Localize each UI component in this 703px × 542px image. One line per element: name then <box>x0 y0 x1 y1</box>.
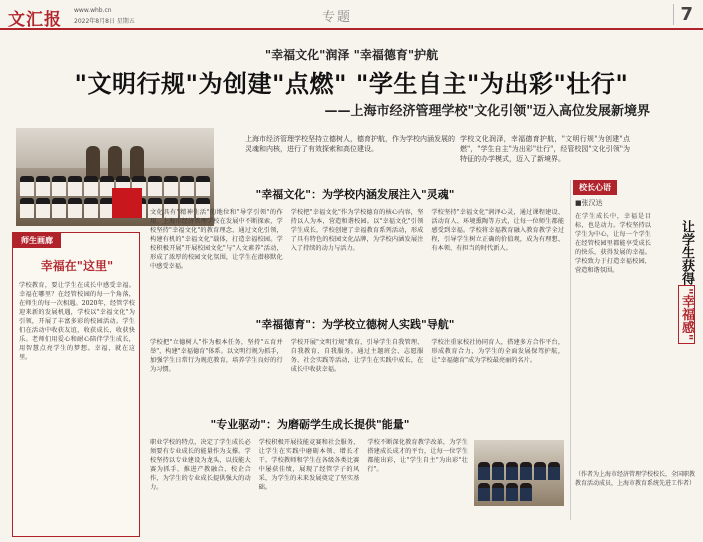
gallery-sidebar <box>12 232 140 537</box>
principal-tag: 校长心语 <box>573 180 617 195</box>
section-body-3 <box>150 438 468 534</box>
gallery-title: 幸福在"这里" <box>40 259 114 273</box>
intro-paragraph-2: 学校文化润泽，幸福德育护航，"文明行规"为创建"点燃"，"学生自主"为出彩"壮行"，经管校园"文化引领"为特征的办学模式，迈入了新境界。 <box>460 135 630 163</box>
section-3-column: 职业学校的特点，决定了学生成长必须要有专业成长的能量作为支撑。学校坚持以专业建设为龙头，以技能大赛为抓手，推进产教融合、校企合作，为学生的专业成长提供强大的动力。 <box>150 439 251 491</box>
principal-column <box>570 180 698 520</box>
newspaper-url: www.whb.cn <box>74 7 112 14</box>
principal-text: 在学生成长中，幸福是目标，也是动力。学校坚持以学生为中心，让每一个学生在经管校园里都能享受成长的快乐，获得发展的幸福。学校致力于打造幸福校园，营造和谐氛围。 <box>575 213 651 274</box>
principal-title-text: 让学生获得 <box>679 220 694 285</box>
section-label: 专题 <box>322 10 353 25</box>
section-3-column: 学校积极开展技能竞赛和社会服务，让学生在实践中磨砺本领、增长才干。学校教师和学生在各级各类比赛中屡获佳绩，展现了经管学子的风采，为学生的未来发展奠定了坚实基础。 <box>258 439 360 491</box>
article-subhead: ——上海市经济管理学校"文化引领"迈入高位发展新境界 <box>324 104 650 119</box>
author-byline: ■张汉达 <box>575 199 603 207</box>
gallery-text: 学校教育，要让学生在成长中感受幸福。幸福在哪里？在经管校园的每一个角落，在师生的每一次相遇。2020年，经管学校迎来新的发展机遇，学校以"幸福文化"为引领，开展了丰富多彩的校园活动。学生们在活动中收获友谊，收获成长，收获快乐。老师们用爱心和耐心陪伴学生成长，用智慧点亮学生的梦想。幸福，就在这里。 <box>19 282 135 361</box>
section-1-column: 学校把"幸福文化"作为学校德育的核心内容，坚持以人为本，营造和谐校园。以"幸福文化"引领学生成长，学校创建了幸福教育系列活动，形成了具有特色的校园文化品牌，为学校内涵发展注入了持续的动力与活力。 <box>290 209 424 252</box>
principal-title <box>655 220 695 344</box>
section-heading-1: "幸福文化"：为学校内涵发展注入"灵魂" <box>255 188 455 201</box>
section-2-column: 学校注重家校社协同育人，搭建多方合作平台，形成教育合力，为学生的全面发展保驾护航，让"幸福德育"成为学校最亮丽的名片。 <box>431 339 565 364</box>
author-note: （作者为上海市经济管理学校校长，全国职教教育活动成员，上海市教育系统先进工作者） <box>575 471 696 487</box>
issue-date: 2022年8月8日 星期五 <box>74 18 135 25</box>
section-body-2 <box>150 338 564 404</box>
article-kicker: "幸福文化"润泽 "幸福德育"护航 <box>264 48 439 62</box>
newspaper-logo: 文汇报 <box>8 10 62 30</box>
gallery-tag: 师生画廊 <box>13 233 61 248</box>
section-2-column: 学校开展"文明行规"教育，引导学生自我管理、自我教育、自我服务。通过主题班会、志愿服务、社会实践等活动，让学生在实践中成长，在成长中收获幸福。 <box>290 339 424 373</box>
page-number: 7 <box>673 4 693 25</box>
intro-paragraph: 上海市经济管理学校坚持立德树人，德育护航，作为学校内涵发展的灵魂和内核，进行了有效探索和高位建设。 <box>245 135 455 153</box>
article-headline: "文明行规"为创建"点燃" "学生自主"为出彩"壮行" <box>74 70 629 98</box>
section-heading-2: "幸福德育"：为学校立德树人实践"导航" <box>255 318 455 331</box>
section-body-1 <box>150 208 564 304</box>
students-photo <box>474 440 564 506</box>
section-2-column: 学校把"立德树人"作为根本任务，坚持"五育并举"，构建"幸福德育"体系。以文明行规为抓手，加强学生日常行为规范教育，培养学生良好的行为习惯。 <box>150 339 283 373</box>
red-flag <box>112 188 142 218</box>
section-1-column: 文化具有"精神生活"的地位和"导学引领"的作用。上海市经济管理学校在发展中不断探索，学校坚持"幸福文化"的教育理念，通过文化引领，构建有机的"幸福文化"载体，打造幸福校园。学校积极开展"开展校园文化"与"人文素养"活动，形成了浓厚的校园文化氛围，让学生在潜移默化中感受幸福。 <box>150 209 283 270</box>
section-heading-3: "专业驱动"：为磨砺学生成长提供"能量" <box>210 418 410 431</box>
principal-title-highlight: "幸福感" <box>678 285 695 344</box>
section-3-column: 学校不断深化教育教学改革，为学生搭建成长成才的平台，让每一位学生都能出彩，让"学生自主"为出彩"壮行"。 <box>367 439 469 473</box>
masthead <box>0 0 703 30</box>
section-1-column: 学校坚持"幸福文化"润泽心灵，通过课程建设、活动育人、环境熏陶等方式，让每一位师生都能感受到幸福。学校将幸福教育融入教育教学全过程，引导学生树立正确的价值观，成为有理想、有本领、有担当的时代新人。 <box>431 209 565 252</box>
